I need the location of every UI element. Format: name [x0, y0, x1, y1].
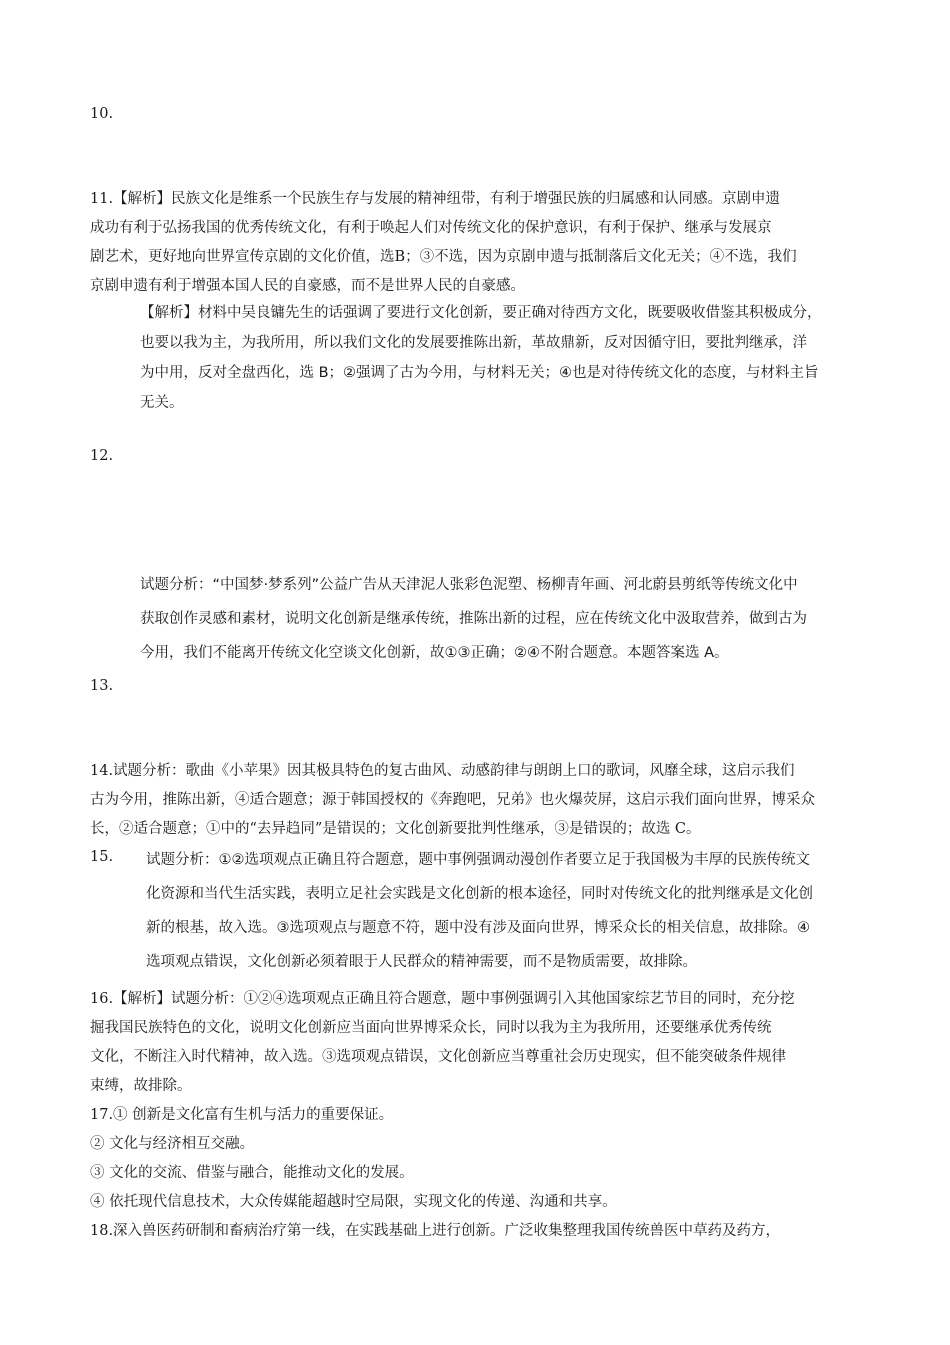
q11-line-4: 京剧申遗有利于增强本国人民的自豪感，而不是世界人民的自豪感。	[90, 278, 525, 294]
q12-analysis-line-3: 今用，我们不能离开传统文化空谈文化创新，故①③正确；②④不附合题意。本题答案选 A。	[140, 645, 729, 661]
q17-line-2: ② 文化与经济相互交融。	[90, 1136, 255, 1152]
q11-analysis-line-1: 【解析】材料中吴良镛先生的话强调了要进行文化创新，要正确对待西方文化，既要吸收借鉴其积极成分，	[140, 305, 822, 321]
q16-line-1: 16.【解析】试题分析：①②④选项观点正确且符合题意，题中事例强调引入其他国家综艺节目的同时，充分挖	[90, 991, 795, 1007]
question-10-number: 10.	[90, 106, 114, 122]
q18-line-1: 18.深入兽医药研制和畜病治疗第一线，在实践基础上进行创新。广泛收集整理我国传统兽医中草药及药方，	[90, 1223, 781, 1239]
q15-line-1: 试题分析：①②选项观点正确且符合题意，题中事例强调动漫创作者要立足于我国极为丰厚的民族传统文	[146, 852, 810, 868]
q15-line-2: 化资源和当代生活实践，表明立足社会实践是文化创新的根本途径，同时对传统文化的批判继承是文化创	[146, 886, 813, 902]
q12-analysis-line-2: 获取创作灵感和素材，说明文化创新是继承传统，推陈出新的过程，应在传统文化中汲取营养，做到古为	[140, 611, 807, 627]
q16-line-3: 文化，不断注入时代精神，故入选。③选项观点错误，文化创新应当尊重社会历史现实，但不能突破条件规律	[90, 1049, 786, 1065]
question-14-answer	[90, 757, 815, 844]
q17-line-3: ③ 文化的交流、借鉴与融合，能推动文化的发展。	[90, 1165, 414, 1181]
question-15-analysis	[146, 843, 813, 979]
question-17-answer	[90, 1101, 617, 1217]
question-12-analysis	[140, 568, 807, 670]
question-11-answer	[90, 185, 797, 301]
q14-line-2: 古为今用，推陈出新，④适合题意；源于韩国授权的《奔跑吧，兄弟》也火爆荧屏，这启示我们面向世界，博采众	[90, 792, 815, 808]
q14-line-3: 长，②适合题意；①中的“去异趋同”是错误的；文化创新要批判性继承，③是错误的；故选 C。	[90, 821, 701, 837]
q11-analysis-line-2: 也要以我为主，为我所用，所以我们文化的发展要推陈出新，革故鼎新，反对因循守旧，要批判继承，洋	[140, 335, 807, 351]
question-11-analysis	[140, 298, 822, 418]
q11-analysis-line-3: 为中用，反对全盘西化，选 B；②强调了古为今用，与材料无关；④也是对待传统文化的态度，与材料主旨	[140, 365, 819, 381]
q16-line-2: 掘我国民族特色的文化，说明文化创新应当面向世界博采众长，同时以我为主为我所用，还要继承优秀传统	[90, 1020, 772, 1036]
q15-line-4: 选项观点错误，文化创新必须着眼于人民群众的精神需要，而不是物质需要，故排除。	[146, 954, 697, 970]
q17-line-4: ④ 依托现代信息技术，大众传媒能超越时空局限，实现文化的传递、沟通和共享。	[90, 1194, 617, 1210]
question-15-number: 15.	[90, 849, 114, 865]
q11-analysis-line-4: 无关。	[140, 395, 184, 411]
q17-line-1: 17.① 创新是文化富有生机与活力的重要保证。	[90, 1107, 394, 1123]
question-16-answer	[90, 985, 795, 1101]
q16-line-4: 束缚，故排除。	[90, 1078, 192, 1094]
q11-line-2: 成功有利于弘扬我国的优秀传统文化，有利于唤起人们对传统文化的保护意识，有利于保护、继承与发展京	[90, 220, 772, 236]
q14-line-1: 14.试题分析：歌曲《小苹果》因其极具特色的复古曲风、动感韵律与朗朗上口的歌词，风靡全球，这启示我们	[90, 763, 795, 779]
q12-analysis-line-1: 试题分析：“中国梦·梦系列”公益广告从天津泥人张彩色泥塑、杨柳青年画、河北蔚县剪纸等传统文化中	[140, 577, 798, 593]
question-12-number: 12.	[90, 448, 114, 464]
q11-line-3: 剧艺术，更好地向世界宣传京剧的文化价值，选B；③不选，因为京剧申遗与抵制落后文化无关；④不选，我们	[90, 249, 797, 265]
q11-line-1: 11.【解析】民族文化是维系一个民族生存与发展的精神纽带，有利于增强民族的归属感和认同感。京剧申遗	[90, 191, 781, 207]
question-13-number: 13.	[90, 678, 114, 694]
question-18-answer	[90, 1217, 780, 1246]
q15-line-3: 新的根基，故入选。③选项观点与题意不符，题中没有涉及面向世界，博采众长的相关信息，故排除。④	[146, 920, 810, 936]
